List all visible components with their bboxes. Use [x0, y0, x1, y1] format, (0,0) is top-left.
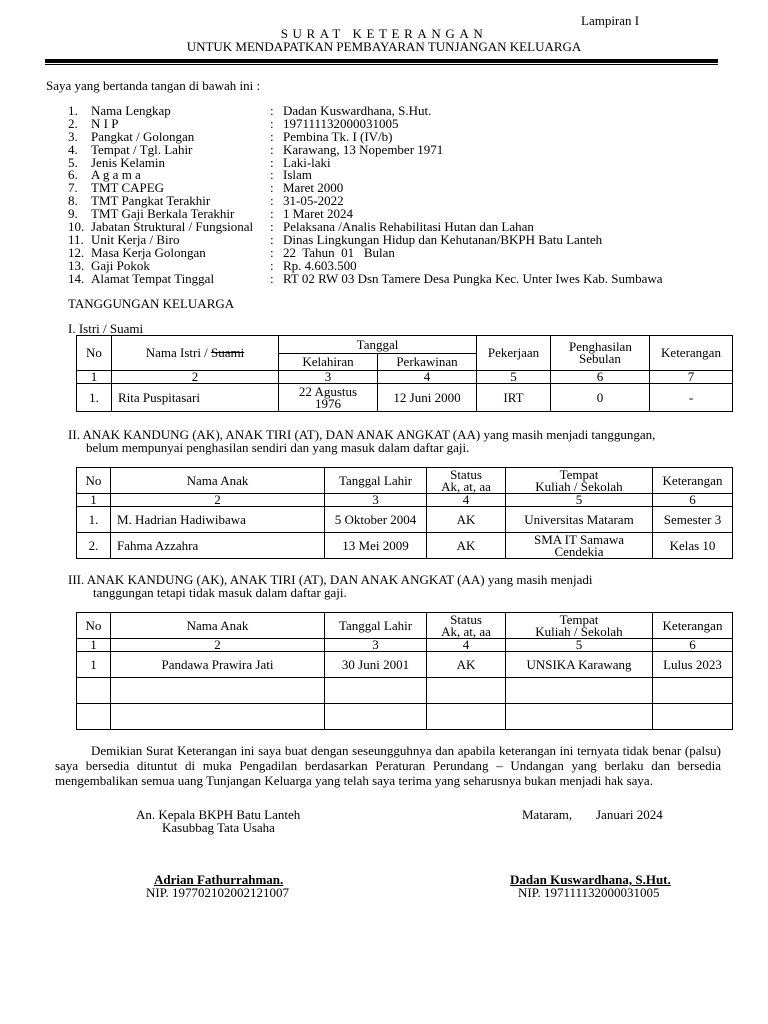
header-status-line2: Ak, at, aa: [441, 478, 491, 494]
children-table-nonpayroll: [76, 612, 733, 730]
identity-no: 3.: [68, 128, 78, 144]
header-status-line2: Ak, at, aa: [441, 623, 491, 639]
cell-no: 2.: [77, 533, 111, 559]
identity-label: Pangkat / Golongan: [91, 128, 195, 144]
header-no: No: [77, 613, 111, 639]
section2-title-line1: II. ANAK KANDUNG (AK), ANAK TIRI (AT), DAN ANAK ANGKAT (AA) yang masih menjadi tanggungan,: [68, 427, 656, 442]
empty-cell: [111, 704, 325, 730]
identity-colon: :: [270, 115, 274, 131]
cell-nama: Rita Puspitasari: [112, 384, 279, 412]
empty-cell: [325, 678, 427, 704]
header-tempat-line2: Kuliah / Sekolah: [535, 478, 623, 494]
identity-label: A g a m a: [91, 167, 141, 183]
cell-tanggal-lahir: 13 Mei 2009: [325, 533, 427, 559]
identity-no: 10.: [68, 219, 85, 235]
identity-no: 13.: [68, 257, 85, 273]
header-tempat: [506, 613, 653, 639]
header-keterangan: Keterangan: [650, 336, 733, 371]
cell-no: 1: [77, 652, 111, 678]
header-nama: [112, 336, 279, 371]
identity-colon: :: [270, 257, 274, 273]
identity-no: 5.: [68, 154, 78, 170]
identity-label: Jabatan Struktural / Fungsional: [91, 219, 254, 235]
intro-text: Saya yang bertanda tangan di bawah ini :: [46, 78, 261, 93]
header-status: [427, 468, 506, 494]
header-no: No: [77, 336, 112, 371]
header-pekerjaan: Pekerjaan: [477, 336, 551, 371]
identity-no: 14.: [68, 270, 85, 286]
identity-colon: :: [270, 103, 274, 118]
header-nama-strike: Suami: [211, 345, 245, 360]
header-tanggal-lahir: Tanggal Lahir: [325, 613, 427, 639]
identity-no: 12.: [68, 244, 85, 260]
cell-status: AK: [427, 533, 506, 559]
identity-value: 197111132000031005: [283, 115, 399, 131]
identity-label: Gaji Pokok: [91, 257, 150, 273]
closing-statement: Demikian Surat Keterangan ini saya buat dengan seseungguhnya dan apabila keterangan ini ternyata tidak benar (palsu) saya bersedia dituntut di muka Pengadilan berdasarkan Peraturan Perundang – Undangan yang berlaku dan bersedia mengembalikan semua uang Tunjangan Keluarga yang telah saya terima yang seharusnya bukan menjadi hak saya.: [55, 743, 721, 788]
col-number: 5: [477, 371, 551, 384]
identity-no: 2.: [68, 115, 78, 131]
identity-label: Alamat Tempat Tinggal: [91, 270, 215, 286]
identity-label: Masa Kerja Golongan: [91, 244, 206, 260]
header-nama-anak: Nama Anak: [111, 613, 325, 639]
cell-nama: Pandawa Prawira Jati: [111, 652, 325, 678]
empty-cell: [77, 678, 111, 704]
identity-label: Jenis Kelamin: [91, 154, 166, 170]
col-number: 7: [650, 371, 733, 384]
identity-label: TMT Gaji Berkala Terakhir: [91, 206, 235, 222]
identity-value: Maret 2000: [283, 180, 344, 196]
header-status: [427, 613, 506, 639]
col-number: 2: [112, 371, 279, 384]
identity-no: 6.: [68, 167, 78, 183]
section1-title: I. Istri / Suami: [68, 321, 144, 336]
identity-colon: :: [270, 167, 274, 183]
header-keterangan: Keterangan: [653, 468, 733, 494]
empty-cell: [506, 678, 653, 704]
header-tanggal-lahir: Tanggal Lahir: [325, 468, 427, 494]
signer-left-title1: An. Kepala BKPH Batu Lanteh: [136, 807, 301, 822]
header-tempat-line2: Kuliah / Sekolah: [535, 623, 623, 639]
cell-tempat: UNSIKA Karawang: [506, 652, 653, 678]
identity-colon: :: [270, 206, 274, 222]
identity-value: Islam: [283, 167, 312, 183]
identity-value: Dinas Lingkungan Hidup dan Kehutanan/BKPH Batu Lanteh: [283, 231, 603, 247]
col-number: 6: [551, 371, 650, 384]
identity-value: 31-05-2022: [283, 193, 344, 209]
cell-pekerjaan: IRT: [477, 384, 551, 412]
identity-value: Pembina Tk. I (IV/b): [283, 128, 393, 144]
col-number: 1: [77, 371, 112, 384]
identity-no: 1.: [68, 103, 78, 118]
col-number: 6: [653, 494, 733, 507]
identity-no: 4.: [68, 141, 78, 157]
table-row: [77, 533, 733, 559]
empty-cell: [111, 678, 325, 704]
empty-cell: [427, 678, 506, 704]
spouse-table: [76, 335, 733, 412]
identity-colon: :: [270, 244, 274, 260]
table-row: [77, 507, 733, 533]
header-perkawinan: Perkawinan: [378, 354, 477, 371]
sign-place: Mataram,: [522, 807, 573, 822]
identity-no: 7.: [68, 180, 78, 196]
cell-nama: M. Hadrian Hadiwibawa: [111, 507, 325, 533]
header-rule-thin: [45, 64, 718, 65]
cell-keterangan: Kelas 10: [653, 533, 733, 559]
identity-value: 22 Tahun 01 Bulan: [283, 244, 395, 260]
empty-cell: [506, 704, 653, 730]
col-number: 1: [77, 494, 111, 507]
sign-date: Januari 2024: [596, 807, 663, 822]
empty-cell: [325, 704, 427, 730]
cell-no: 1.: [77, 384, 112, 412]
header-tempat-line1: Tempat: [559, 466, 599, 482]
header-kelahiran: Kelahiran: [279, 354, 378, 371]
document-title: SURAT KETERANGAN: [280, 26, 488, 41]
cell-keterangan: -: [650, 384, 733, 412]
header-status-line1: Status: [450, 611, 482, 627]
header-penghasilan: Penghasilan Sebulan: [551, 336, 650, 371]
empty-cell: [427, 704, 506, 730]
children-table-payroll: [76, 467, 733, 559]
cell-keterangan: Lulus 2023: [653, 652, 733, 678]
section3-title-line2: tanggungan tetapi tidak masuk dalam daftar gaji.: [93, 585, 347, 600]
col-number: 5: [506, 494, 653, 507]
empty-cell: [77, 704, 111, 730]
cell-status: AK: [427, 507, 506, 533]
identity-no: 9.: [68, 206, 78, 222]
cell-tempat: Universitas Mataram: [506, 507, 653, 533]
cell-tempat: SMA IT Samawa Cendekia: [506, 533, 653, 559]
header-keterangan: Keterangan: [653, 613, 733, 639]
col-number: 3: [325, 494, 427, 507]
identity-value: Karawang, 13 Nopember 1971: [283, 141, 444, 157]
col-number: 2: [111, 494, 325, 507]
cell-keterangan: Semester 3: [653, 507, 733, 533]
cell-status: AK: [427, 652, 506, 678]
identity-no: 11.: [68, 231, 84, 247]
empty-cell: [653, 678, 733, 704]
signer-left-nip: NIP. 197702102002121007: [146, 885, 290, 900]
empty-cell: [653, 704, 733, 730]
header-nama-anak: Nama Anak: [111, 468, 325, 494]
signer-left-title2: Kasubbag Tata Usaha: [162, 820, 275, 835]
header-nama-prefix: Nama Istri /: [145, 345, 212, 360]
table-row-empty: [77, 678, 733, 704]
col-number: 4: [378, 371, 477, 384]
identity-colon: :: [270, 270, 274, 286]
cell-penghasilan: 0: [551, 384, 650, 412]
signer-right-nip: NIP. 197111132000031005: [518, 885, 660, 900]
identity-value: Rp. 4.603.500: [283, 257, 357, 273]
cell-perkawinan: 12 Juni 2000: [378, 384, 477, 412]
header-rule-thick: [45, 59, 718, 63]
identity-value: Laki-laki: [283, 154, 331, 170]
identity-label: Unit Kerja / Biro: [91, 231, 180, 247]
identity-value: Dadan Kuswardhana, S.Hut.: [283, 103, 432, 118]
col-number: 2: [111, 639, 325, 652]
col-number: 6: [653, 639, 733, 652]
signer-left-name: Adrian Fathurrahman.: [154, 872, 284, 887]
col-number: 4: [427, 494, 506, 507]
header-tempat-line1: Tempat: [559, 611, 599, 627]
identity-label: N I P: [91, 115, 119, 131]
identity-value: Pelaksana /Analis Rehabilitasi Hutan dan Lahan: [283, 219, 534, 235]
cell-tanggal-lahir: 30 Juni 2001: [325, 652, 427, 678]
section3-title-line1: III. ANAK KANDUNG (AK), ANAK TIRI (AT), DAN ANAK ANGKAT (AA) yang masih menjadi: [68, 572, 593, 587]
cell-no: 1.: [77, 507, 111, 533]
identity-no: 8.: [68, 193, 78, 209]
section2-title-line2: belum mempunyai penghasilan sendiri dan yang masuk dalam daftar gaji.: [86, 440, 470, 455]
identity-colon: :: [270, 193, 274, 209]
col-number: 3: [279, 371, 378, 384]
identity-colon: :: [270, 231, 274, 247]
table-row-empty: [77, 704, 733, 730]
header-tempat: [506, 468, 653, 494]
col-number: 4: [427, 639, 506, 652]
identity-label: Tempat / Tgl. Lahir: [91, 141, 193, 157]
col-number: 3: [325, 639, 427, 652]
identity-label: Nama Lengkap: [91, 103, 171, 118]
identity-colon: :: [270, 154, 274, 170]
identity-value: 1 Maret 2024: [283, 206, 354, 222]
header-no: No: [77, 468, 111, 494]
identity-label: TMT CAPEG: [91, 180, 165, 196]
identity-colon: :: [270, 128, 274, 144]
header-tanggal: Tanggal: [279, 336, 477, 354]
identity-colon: :: [270, 141, 274, 157]
identity-value: RT 02 RW 03 Dsn Tamere Desa Pungka Kec. Unter Iwes Kab. Sumbawa: [283, 270, 663, 286]
identity-label: TMT Pangkat Terakhir: [91, 193, 211, 209]
cell-kelahiran: 22 Agustus 1976: [279, 384, 378, 412]
col-number: 5: [506, 639, 653, 652]
identity-colon: :: [270, 219, 274, 235]
lampiran-label: Lampiran I: [581, 13, 640, 28]
signer-right-name: Dadan Kuswardhana, S.Hut.: [510, 872, 671, 887]
col-number: 1: [77, 639, 111, 652]
header-status-line1: Status: [450, 466, 482, 482]
cell-tanggal-lahir: 5 Oktober 2004: [325, 507, 427, 533]
identity-colon: :: [270, 180, 274, 196]
table-row: [77, 384, 733, 412]
document-subtitle: UNTUK MENDAPATKAN PEMBAYARAN TUNJANGAN KELUARGA: [186, 39, 582, 54]
section-tanggungan-heading: TANGGUNGAN KELUARGA: [68, 296, 235, 311]
table-row: [77, 652, 733, 678]
cell-nama: Fahma Azzahra: [111, 533, 325, 559]
